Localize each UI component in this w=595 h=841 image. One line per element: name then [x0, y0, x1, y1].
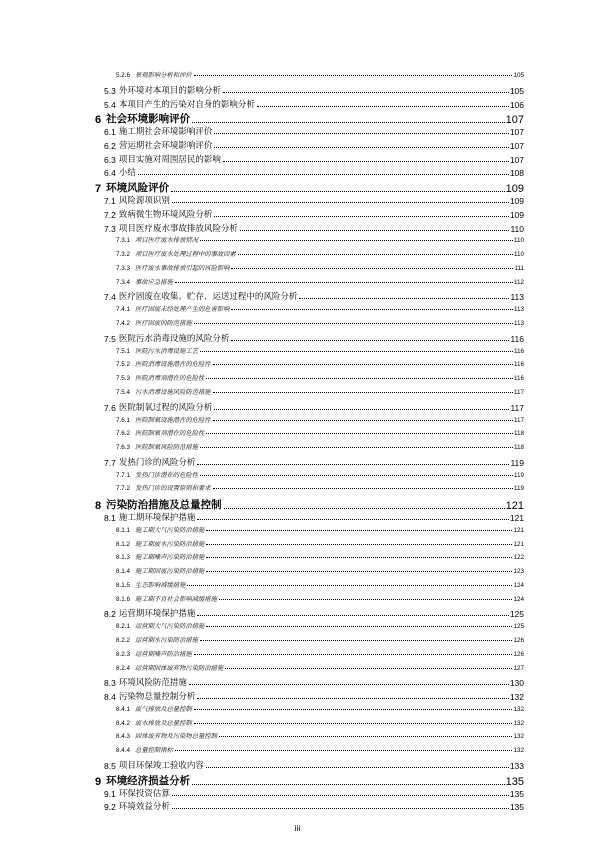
toc-entry-title: 医院污水消毒设施工艺: [135, 347, 198, 355]
toc-entry-title: 总量控制指标: [135, 747, 173, 755]
toc-entry-page: 125: [513, 623, 524, 631]
toc-entry[interactable]: [116, 263, 524, 272]
toc-entry-page: 123: [513, 568, 524, 576]
dot-leader: [172, 795, 509, 796]
dot-leader: [194, 723, 513, 724]
toc-entry[interactable]: [95, 497, 524, 512]
toc-entry-number: 8.1: [104, 512, 116, 523]
dot-leader: [194, 75, 513, 76]
toc-entry[interactable]: [116, 580, 524, 589]
dot-leader: [214, 133, 508, 134]
dot-leader: [219, 599, 513, 600]
dot-leader: [197, 698, 508, 699]
toc-entry[interactable]: [116, 359, 524, 368]
toc-entry-page: 132: [513, 705, 524, 713]
dot-leader: [223, 161, 509, 162]
toc-entry-title: 医疗固废未经处理产生的危害影响: [135, 306, 230, 314]
toc-entry-page: 132: [513, 719, 524, 727]
dot-leader: [206, 626, 512, 627]
dot-leader: [206, 544, 512, 545]
toc-entry[interactable]: [116, 731, 524, 740]
toc-entry-page: 119: [513, 485, 524, 493]
toc-entry-number: 7.5.1: [116, 347, 131, 355]
toc-entry-number: 7.3.2: [116, 251, 131, 259]
toc-entry-number: 6.1: [104, 127, 116, 138]
toc-entry-number: 9.1: [104, 788, 116, 799]
toc-entry-title: 污染防治措施及总量控制: [106, 499, 222, 512]
toc-entry-number: 7.1: [104, 196, 116, 207]
toc-entry[interactable]: [104, 166, 524, 178]
toc-entry-page: 109: [509, 209, 524, 220]
toc-entry[interactable]: [116, 442, 524, 451]
toc-entry-number: 7.6.2: [116, 430, 131, 438]
toc-entry[interactable]: [116, 539, 524, 548]
toc-entry-number: 8.1.6: [116, 595, 131, 603]
dot-leader: [194, 709, 513, 710]
toc-entry-page: 119: [513, 471, 524, 479]
toc-entry-page: 121: [509, 512, 524, 523]
dot-leader: [171, 191, 505, 192]
toc-entry-number: 6.2: [104, 140, 116, 151]
toc-entry[interactable]: [104, 139, 524, 151]
toc-entry-title: 生态影响减缓措施: [135, 581, 186, 589]
toc-entry-page: 119: [510, 457, 524, 468]
toc-entry-page: 126: [513, 636, 524, 644]
toc-entry-title: 施工期废水污染防治措施: [135, 540, 205, 548]
toc-entry[interactable]: [104, 208, 524, 220]
toc-entry-title: 环境风险评价: [106, 182, 170, 195]
toc-entry-page: 116: [513, 347, 524, 355]
dot-leader: [219, 736, 513, 737]
toc-entry-page: 105: [513, 72, 524, 79]
toc-entry-page: 116: [510, 333, 524, 344]
toc-entry-number: 8.2.2: [116, 636, 131, 644]
toc-entry[interactable]: [104, 676, 524, 688]
toc-entry-page: 126: [513, 650, 524, 658]
dot-leader: [206, 530, 512, 531]
dot-leader: [197, 519, 508, 520]
toc-entry-page: 117: [513, 388, 524, 396]
toc-entry-number: 7.7.1: [116, 471, 131, 479]
toc-entry-number: 6.3: [104, 154, 116, 165]
dot-leader: [206, 571, 512, 572]
dot-leader: [187, 585, 512, 586]
toc-entry-number: 8.2: [104, 609, 116, 620]
toc-entry-number: 9.2: [104, 802, 116, 813]
toc-entry[interactable]: [116, 483, 524, 492]
toc-entry-title: 医院制氧设施潜在的危险性: [135, 416, 211, 424]
toc-entry[interactable]: [116, 635, 524, 644]
toc-entry-page: 110: [513, 237, 524, 245]
dot-leader: [225, 668, 512, 669]
toc-entry-number: 7: [95, 183, 102, 196]
toc-entry[interactable]: [116, 70, 524, 79]
toc-entry[interactable]: [104, 153, 524, 165]
toc-entry-number: 7.3.3: [116, 264, 131, 272]
toc-entry-number: 8.4: [104, 692, 116, 703]
toc-entry-page: 130: [509, 678, 524, 689]
toc-entry-number: 6: [95, 114, 102, 127]
dot-leader: [200, 240, 513, 241]
dot-leader: [192, 784, 505, 785]
toc-entry[interactable]: [116, 277, 524, 286]
toc-entry-number: 8.2.4: [116, 664, 131, 672]
page-number: iii: [294, 823, 301, 833]
toc-entry-number: 6.4: [104, 168, 116, 179]
toc-entry-page: 105: [509, 85, 524, 96]
dot-leader: [214, 216, 508, 217]
dot-leader: [213, 392, 513, 393]
toc-entry[interactable]: [116, 704, 524, 713]
toc-entry-number: 7.2: [104, 209, 116, 220]
toc-entry-title: 项目医疗废水事故排放风险分析: [118, 223, 238, 234]
toc-entry-title: 项目环保竣工验收内容: [118, 761, 204, 771]
toc-entry[interactable]: [116, 649, 524, 658]
toc-entry[interactable]: [116, 566, 524, 575]
toc-entry[interactable]: [104, 800, 524, 812]
toc-entry-number: 7.6.1: [116, 416, 131, 424]
toc-entry-title: 污染物总量控制分析: [118, 692, 196, 703]
toc-entry-page: 117: [510, 402, 524, 413]
toc-entry-title: 营运期社会环境影响评价: [118, 140, 213, 151]
toc-entry-title: 废气排放及总量控制: [135, 705, 192, 713]
toc-entry-number: 8.1.2: [116, 540, 131, 548]
toc-entry[interactable]: [104, 194, 524, 206]
toc-entry-number: 7.3.1: [116, 237, 131, 245]
toc-entry-title: 发热门诊潜在的危险性: [135, 471, 198, 479]
toc-entry-page: 127: [513, 664, 524, 672]
toc-entry-page: 110: [513, 251, 524, 259]
dot-leader: [175, 750, 513, 751]
dot-leader: [206, 767, 509, 768]
toc-entry[interactable]: [95, 180, 524, 195]
toc-entry-page: 132: [509, 692, 524, 703]
toc-entry[interactable]: [116, 525, 524, 534]
toc-entry-title: 环境风险防范措施: [118, 678, 187, 689]
dot-leader: [189, 684, 509, 685]
dot-leader: [213, 420, 513, 421]
dot-leader: [200, 640, 513, 641]
toc-entry-number: 8.3: [104, 678, 116, 689]
toc-entry[interactable]: [116, 663, 524, 672]
toc-entry-number: 8.4.4: [116, 747, 131, 755]
toc-entry-page: 121: [513, 526, 524, 534]
dot-leader: [214, 409, 509, 410]
toc-entry-page: 109: [509, 196, 524, 207]
toc-entry-number: 5.2.6: [116, 72, 131, 79]
toc-entry-page: 107: [509, 140, 524, 151]
toc-entry-number: 7.7.2: [116, 485, 131, 493]
toc-entry-title: 医疗废水事故排放引起的风险影响: [135, 264, 230, 272]
dot-leader: [197, 615, 508, 616]
toc-entry[interactable]: [104, 456, 524, 468]
toc-entry-title: 医疗固废的防范措施: [135, 320, 192, 328]
toc-entry-page: 107: [505, 114, 524, 127]
toc-entry[interactable]: [104, 401, 524, 413]
toc-entry-title: 固体废弃物及污染物总量控制: [135, 733, 217, 741]
toc-entry-title: 废水排放及总量控制: [135, 719, 192, 727]
dot-leader: [194, 654, 513, 655]
dot-leader: [175, 282, 513, 283]
toc-entry-number: 7.6: [104, 402, 116, 413]
toc-entry-title: 运营期噪声防治措施: [135, 650, 192, 658]
toc-entry-title: 项目医疗废水处理过程中的事故因素: [135, 251, 236, 259]
dot-leader: [194, 323, 513, 324]
toc-entry-number: 8.4.3: [116, 733, 131, 741]
dot-leader: [231, 268, 513, 269]
toc-entry-title: 运营期大气污染防治措施: [135, 623, 205, 631]
dot-leader: [206, 378, 513, 379]
toc-entry-page: 118: [513, 444, 524, 452]
toc-entry-title: 施工期大气污染防治措施: [135, 526, 205, 534]
toc-entry[interactable]: [104, 759, 524, 771]
dot-leader: [231, 340, 509, 341]
toc-entry-title: 运营期固体废弃物污染防治措施: [135, 664, 224, 672]
toc-entry-title: 社会环境影响评价: [106, 113, 191, 126]
toc-entry-title: 环境经济损益分析: [106, 774, 191, 787]
toc-entry-number: 7.7: [104, 457, 116, 468]
toc-entry-title: 事故应急措施: [135, 278, 173, 286]
toc-entry-title: 医院制氧风险防范措施: [135, 444, 198, 452]
toc-entry-page: 112: [513, 278, 524, 286]
toc-entry[interactable]: [104, 125, 524, 137]
dot-leader: [299, 298, 509, 299]
toc-entry-page: 132: [513, 747, 524, 755]
toc-entry[interactable]: [116, 552, 524, 561]
toc-entry-number: 8.4.2: [116, 719, 131, 727]
toc-entry-number: 8.1.1: [116, 526, 131, 534]
toc-entry-number: 7.5.3: [116, 375, 131, 383]
dot-leader: [200, 351, 513, 352]
toc-entry-title: 小结: [118, 168, 136, 179]
toc-entry-page: 110: [510, 223, 524, 234]
toc-entry-page: 124: [513, 581, 524, 589]
toc-entry-title: 项目实施对周围居民的影响: [118, 154, 221, 165]
dot-leader: [224, 508, 505, 509]
toc-entry[interactable]: [116, 346, 524, 355]
toc-entry[interactable]: [116, 387, 524, 396]
dot-leader: [192, 122, 505, 123]
toc-entry-number: 7.4: [104, 292, 116, 303]
toc-entry-title: 项目医疗废水排放情况: [135, 237, 198, 245]
dot-leader: [213, 488, 513, 489]
toc-entry-number: 5.4: [104, 99, 116, 110]
toc-entry-number: 7.5.4: [116, 388, 131, 396]
toc-entry-title: 环保投资估算: [118, 788, 170, 799]
toc-entry[interactable]: [104, 787, 524, 799]
toc-entry-page: 109: [505, 183, 524, 196]
toc-entry-page: 107: [509, 127, 524, 138]
toc-entry-title: 本项目产生的污染对自身的影响分析: [118, 99, 255, 110]
toc-entry[interactable]: [116, 621, 524, 630]
toc-entry[interactable]: [104, 98, 524, 110]
dot-leader: [238, 254, 513, 255]
toc-entry-page: 113: [513, 306, 524, 314]
toc-entry-page: 122: [513, 554, 524, 562]
toc-entry-number: 8.1.5: [116, 581, 131, 589]
toc-entry-number: 8.1.4: [116, 568, 131, 576]
toc-entry[interactable]: [116, 718, 524, 727]
toc-entry-title: 景观影响分析和评价: [135, 72, 192, 79]
toc-entry-title: 施工期噪声污染防治措施: [135, 554, 205, 562]
dot-leader: [200, 475, 513, 476]
toc-entry[interactable]: [116, 249, 524, 258]
toc-entry[interactable]: [116, 470, 524, 479]
toc-entry[interactable]: [104, 690, 524, 702]
toc-entry-title: 施工期社会环境影响评价: [118, 127, 213, 138]
toc-entry[interactable]: [116, 745, 524, 754]
toc-entry-title: 致病微生物环境风险分析: [118, 209, 213, 220]
toc-entry-page: 111: [514, 264, 524, 272]
dot-leader: [172, 202, 509, 203]
dot-leader: [223, 92, 509, 93]
toc-entry-title: 施工期固废污染防治措施: [135, 568, 205, 576]
toc-entry-page: 106: [509, 99, 524, 110]
dot-leader: [231, 309, 512, 310]
toc-entry-page: 117: [513, 416, 524, 424]
toc-entry[interactable]: [116, 594, 524, 603]
dot-leader: [213, 364, 513, 365]
toc-entry-number: 8.2.1: [116, 623, 131, 631]
toc-entry-page: 135: [509, 802, 524, 813]
toc-entry-page: 116: [513, 361, 524, 369]
toc-entry-page: 135: [509, 788, 524, 799]
toc-entry-page: 132: [513, 733, 524, 741]
toc-entry-title: 发热门诊的设置原则和要求: [135, 485, 211, 493]
dot-leader: [240, 230, 510, 231]
toc-entry[interactable]: [104, 222, 524, 234]
toc-entry-title: 医院消毒剂潜在的危险性: [135, 375, 205, 383]
toc-entry-title: 外环境对本项目的影响分析: [118, 85, 221, 96]
toc-entry-page: 124: [513, 595, 524, 603]
toc-entry-number: 5.3: [104, 85, 116, 96]
dot-leader: [214, 147, 508, 148]
toc-entry[interactable]: [104, 511, 524, 523]
toc-entry[interactable]: [95, 111, 524, 126]
toc-entry-number: 8: [95, 500, 102, 513]
toc-entry[interactable]: [104, 290, 524, 302]
toc-entry-page: 113: [513, 320, 524, 328]
dot-leader: [138, 174, 509, 175]
toc-entry[interactable]: [116, 318, 524, 327]
toc-entry[interactable]: [104, 332, 524, 344]
toc-entry[interactable]: [95, 773, 524, 788]
toc-entry-number: 8.1.3: [116, 554, 131, 562]
toc-entry-page: 135: [505, 775, 524, 788]
toc-entry[interactable]: [116, 304, 524, 313]
toc-entry-number: 9: [95, 775, 102, 788]
dot-leader: [197, 464, 509, 465]
dot-leader: [206, 557, 512, 558]
toc-entry-page: 121: [513, 540, 524, 548]
dot-leader: [200, 447, 513, 448]
toc-entry[interactable]: [116, 415, 524, 424]
toc-entry-number: 7.6.3: [116, 444, 131, 452]
toc-entry-number: 8.2.3: [116, 650, 131, 658]
toc-entry-number: 8.5: [104, 761, 116, 771]
toc-entry-number: 8.4.1: [116, 705, 131, 713]
toc-entry-page: 108: [509, 168, 524, 179]
toc-entry-page: 113: [510, 292, 524, 303]
toc-entry-title: 污水消毒设施风险防范措施: [135, 388, 211, 396]
toc-entry-title: 风险源项识别: [118, 196, 170, 207]
toc-entry[interactable]: [116, 373, 524, 382]
toc-entry-number: 7.5: [104, 333, 116, 344]
toc-entry-page: 121: [505, 500, 524, 513]
toc-entry[interactable]: [104, 84, 524, 96]
toc-entry-title: 施工期不良社会影响减缓措施: [135, 595, 217, 603]
toc-entry-page: 133: [509, 761, 524, 771]
toc-entry-page: 107: [509, 154, 524, 165]
dot-leader: [257, 106, 509, 107]
toc-entry-page: 125: [509, 609, 524, 620]
toc-entry-title: 医疗固废在收集、贮存、运送过程中的风险分析: [118, 292, 298, 303]
toc-entry-number: 7.5.2: [116, 361, 131, 369]
toc-entry[interactable]: [104, 607, 524, 619]
toc-entry-number: 7.3: [104, 223, 116, 234]
toc-entry-number: 7.3.4: [116, 278, 131, 286]
toc-entry-title: 发热门诊的风险分析: [118, 457, 196, 468]
toc-entry-title: 医院制氧剂潜在的危险性: [135, 430, 205, 438]
toc-entry-title: 医院污水消毒设施的风险分析: [118, 333, 230, 344]
toc-entry-number: 7.4.2: [116, 320, 131, 328]
toc-entry-title: 运营期环境保护措施: [118, 609, 196, 620]
toc-entry-page: 118: [513, 430, 524, 438]
toc-entry[interactable]: [116, 235, 524, 244]
dot-leader: [172, 808, 509, 809]
toc-entry-title: 医院消毒设施潜在的危险性: [135, 361, 211, 369]
toc-entry-title: 医院制氧过程的风险分析: [118, 402, 213, 413]
toc-entry[interactable]: [116, 428, 524, 437]
toc-entry-title: 运营期水污染防治措施: [135, 636, 198, 644]
toc-entry-title: 施工期环境保护措施: [118, 512, 196, 523]
toc-entry-page: 116: [513, 375, 524, 383]
dot-leader: [206, 433, 513, 434]
toc-entry-title: 环境效益分析: [118, 802, 170, 813]
toc-entry-number: 7.4.1: [116, 306, 131, 314]
